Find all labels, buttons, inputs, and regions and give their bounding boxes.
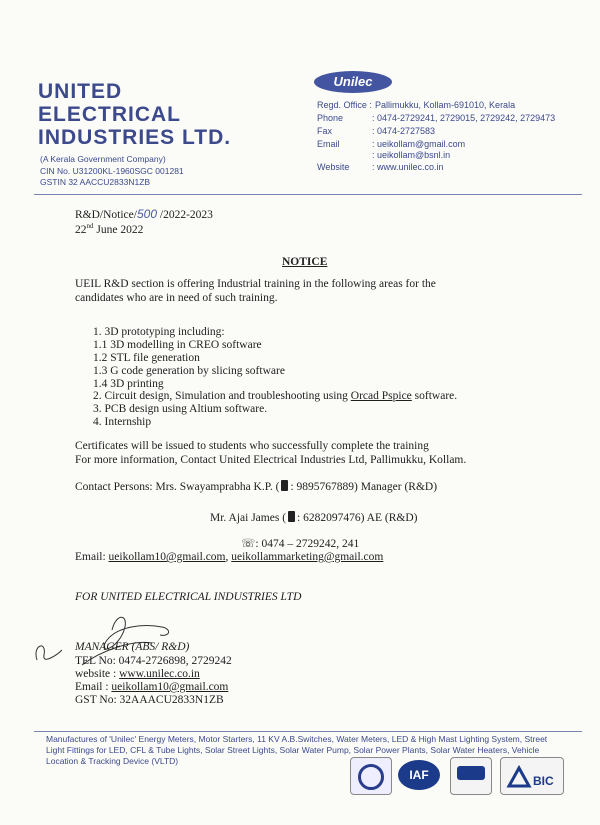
list-item-circuit-design — [93, 390, 457, 402]
unilec-logo: Unilec — [314, 71, 392, 93]
fax-value: : 0474-2727583 — [372, 126, 436, 136]
website-value: : www.unilec.co.in — [372, 162, 444, 172]
landline-number: ☏: 0474 – 2729242, 241 — [241, 538, 360, 550]
header-divider — [34, 194, 582, 195]
footer-line-2: Light Fittings for LED, CFL & Tube Lights, Solar Street Lights, Solar Water Pump, Solar Power Plants, Solar Water Heaters, Vehicle — [46, 745, 540, 755]
contact-1-number: : 9895767889) Manager (R&D) — [290, 481, 438, 493]
office-label: Regd. Office : — [317, 100, 372, 110]
list-item-text: 2. Circuit design, Simulation and troubleshooting using — [93, 390, 351, 402]
contact-person-2 — [210, 511, 417, 524]
footer-line-1: Manufactures of 'Unilec' Energy Meters, Motor Starters, 11 KV A.B.Switches, Water Meters, LED & High Mast Lighting System, Street — [46, 734, 548, 744]
email-value-1: : ueikollam@gmail.com — [372, 139, 466, 149]
list-item: 1. 3D prototyping including: — [93, 326, 225, 338]
mobile-phone-icon — [281, 480, 288, 491]
bic-badge: BIC — [533, 774, 554, 788]
intro-line-2: candidates who are in need of such training. — [75, 292, 278, 304]
ref-handwritten-number: 500 — [136, 207, 157, 221]
website-label: Website — [317, 162, 350, 172]
orcad-pspice-link[interactable]: Orcad Pspice — [350, 390, 412, 402]
ref-prefix: R&D/Notice/ — [75, 209, 137, 221]
notice-title: NOTICE — [282, 256, 328, 268]
designation: MANAGER (ABS/ R&D) — [75, 641, 190, 653]
email-link-1[interactable]: ueikollam10@gmail.com — [108, 551, 226, 563]
date-suffix: nd — [86, 222, 94, 230]
company-name-line-3: INDUSTRIES LTD. — [38, 126, 232, 149]
website-link[interactable]: www.unilec.co.in — [119, 668, 200, 680]
company-name-line-2: ELECTRICAL — [38, 103, 181, 126]
govt-company-line: (A Kerala Government Company) — [40, 154, 166, 164]
office-value: Pallimukku, Kollam-691010, Kerala — [375, 100, 516, 110]
cert-ring-icon — [358, 764, 384, 790]
signoff-email — [75, 681, 228, 693]
email-separator: , — [225, 551, 232, 563]
gstin-number: GSTIN 32 AACCU2833N1ZB — [40, 177, 151, 187]
signoff-email-link[interactable]: ueikollam10@gmail.com — [111, 681, 229, 693]
notice-date — [75, 222, 143, 236]
contact-2-number: : 6282097476) AE (R&D) — [297, 512, 418, 524]
list-item: 3. PCB design using Altium software. — [93, 403, 268, 415]
for-company-line: FOR UNITED ELECTRICAL INDUSTRIES LTD — [75, 591, 302, 603]
reference-number — [75, 207, 213, 221]
footer-divider — [34, 731, 582, 732]
email-label: Email — [317, 139, 340, 149]
list-item: 4. Internship — [93, 416, 152, 428]
footer-line-3: Location & Tracking Device (VLTD) — [46, 756, 179, 766]
list-item: 1.2 STL file generation — [93, 352, 200, 364]
email-value-2: : ueikollam@bsnl.in — [372, 150, 451, 160]
list-item: 1.1 3D modelling in CREO software — [93, 339, 262, 351]
company-name — [38, 80, 231, 149]
bic-logo — [500, 757, 564, 795]
signoff-website — [75, 668, 200, 680]
signoff-gst: GST No: 32AAACU2833N1ZB — [75, 694, 224, 706]
contact-person-1 — [75, 480, 437, 493]
phone-value: : 0474-2729241, 2729015, 2729242, 2729473 — [372, 113, 556, 123]
list-item: 1.4 3D printing — [93, 378, 164, 390]
fax-label: Fax — [317, 126, 333, 136]
intro-line-1: UEIL R&D section is offering Industrial training in the following areas for the — [75, 278, 436, 290]
accreditation-logo — [450, 757, 492, 795]
ref-suffix: /2022-2023 — [159, 209, 213, 221]
contact-1-name: Contact Persons: Mrs. Swayamprabha K.P. ( — [75, 481, 280, 493]
date-day: 22 — [75, 223, 87, 236]
cin-number: CIN No. U31200KL-1960SGC 001281 — [40, 166, 184, 176]
mobile-phone-icon — [288, 511, 295, 522]
info-line: For more information, Contact United Electrical Industries Ltd, Pallimukku, Kollam. — [75, 454, 467, 466]
signoff-email-label: Email : — [75, 681, 112, 693]
accreditation-icon — [457, 766, 485, 780]
email-contacts — [75, 551, 383, 563]
iaf-logo — [395, 757, 443, 793]
signoff-tel: TEL No: 0474-2726898, 2729242 — [75, 655, 232, 667]
email-link-2[interactable]: ueikollammarketing@gmail.com — [231, 551, 384, 563]
date-rest: June 2022 — [93, 223, 144, 236]
company-name-line-1: UNITED — [38, 80, 123, 103]
email-contacts-label: Email: — [75, 551, 109, 563]
quality-cert-logo — [350, 757, 392, 795]
list-item: 1.3 G code generation by slicing software — [93, 365, 285, 377]
phone-label: Phone — [317, 113, 344, 123]
iaf-badge: IAF — [398, 760, 440, 790]
certificate-line: Certificates will be issued to students who successfully complete the training — [75, 440, 429, 452]
list-item-tail: software. — [411, 390, 458, 402]
signoff-website-label: website : — [75, 668, 120, 680]
contact-2-name: Mr. Ajai James ( — [210, 512, 287, 524]
